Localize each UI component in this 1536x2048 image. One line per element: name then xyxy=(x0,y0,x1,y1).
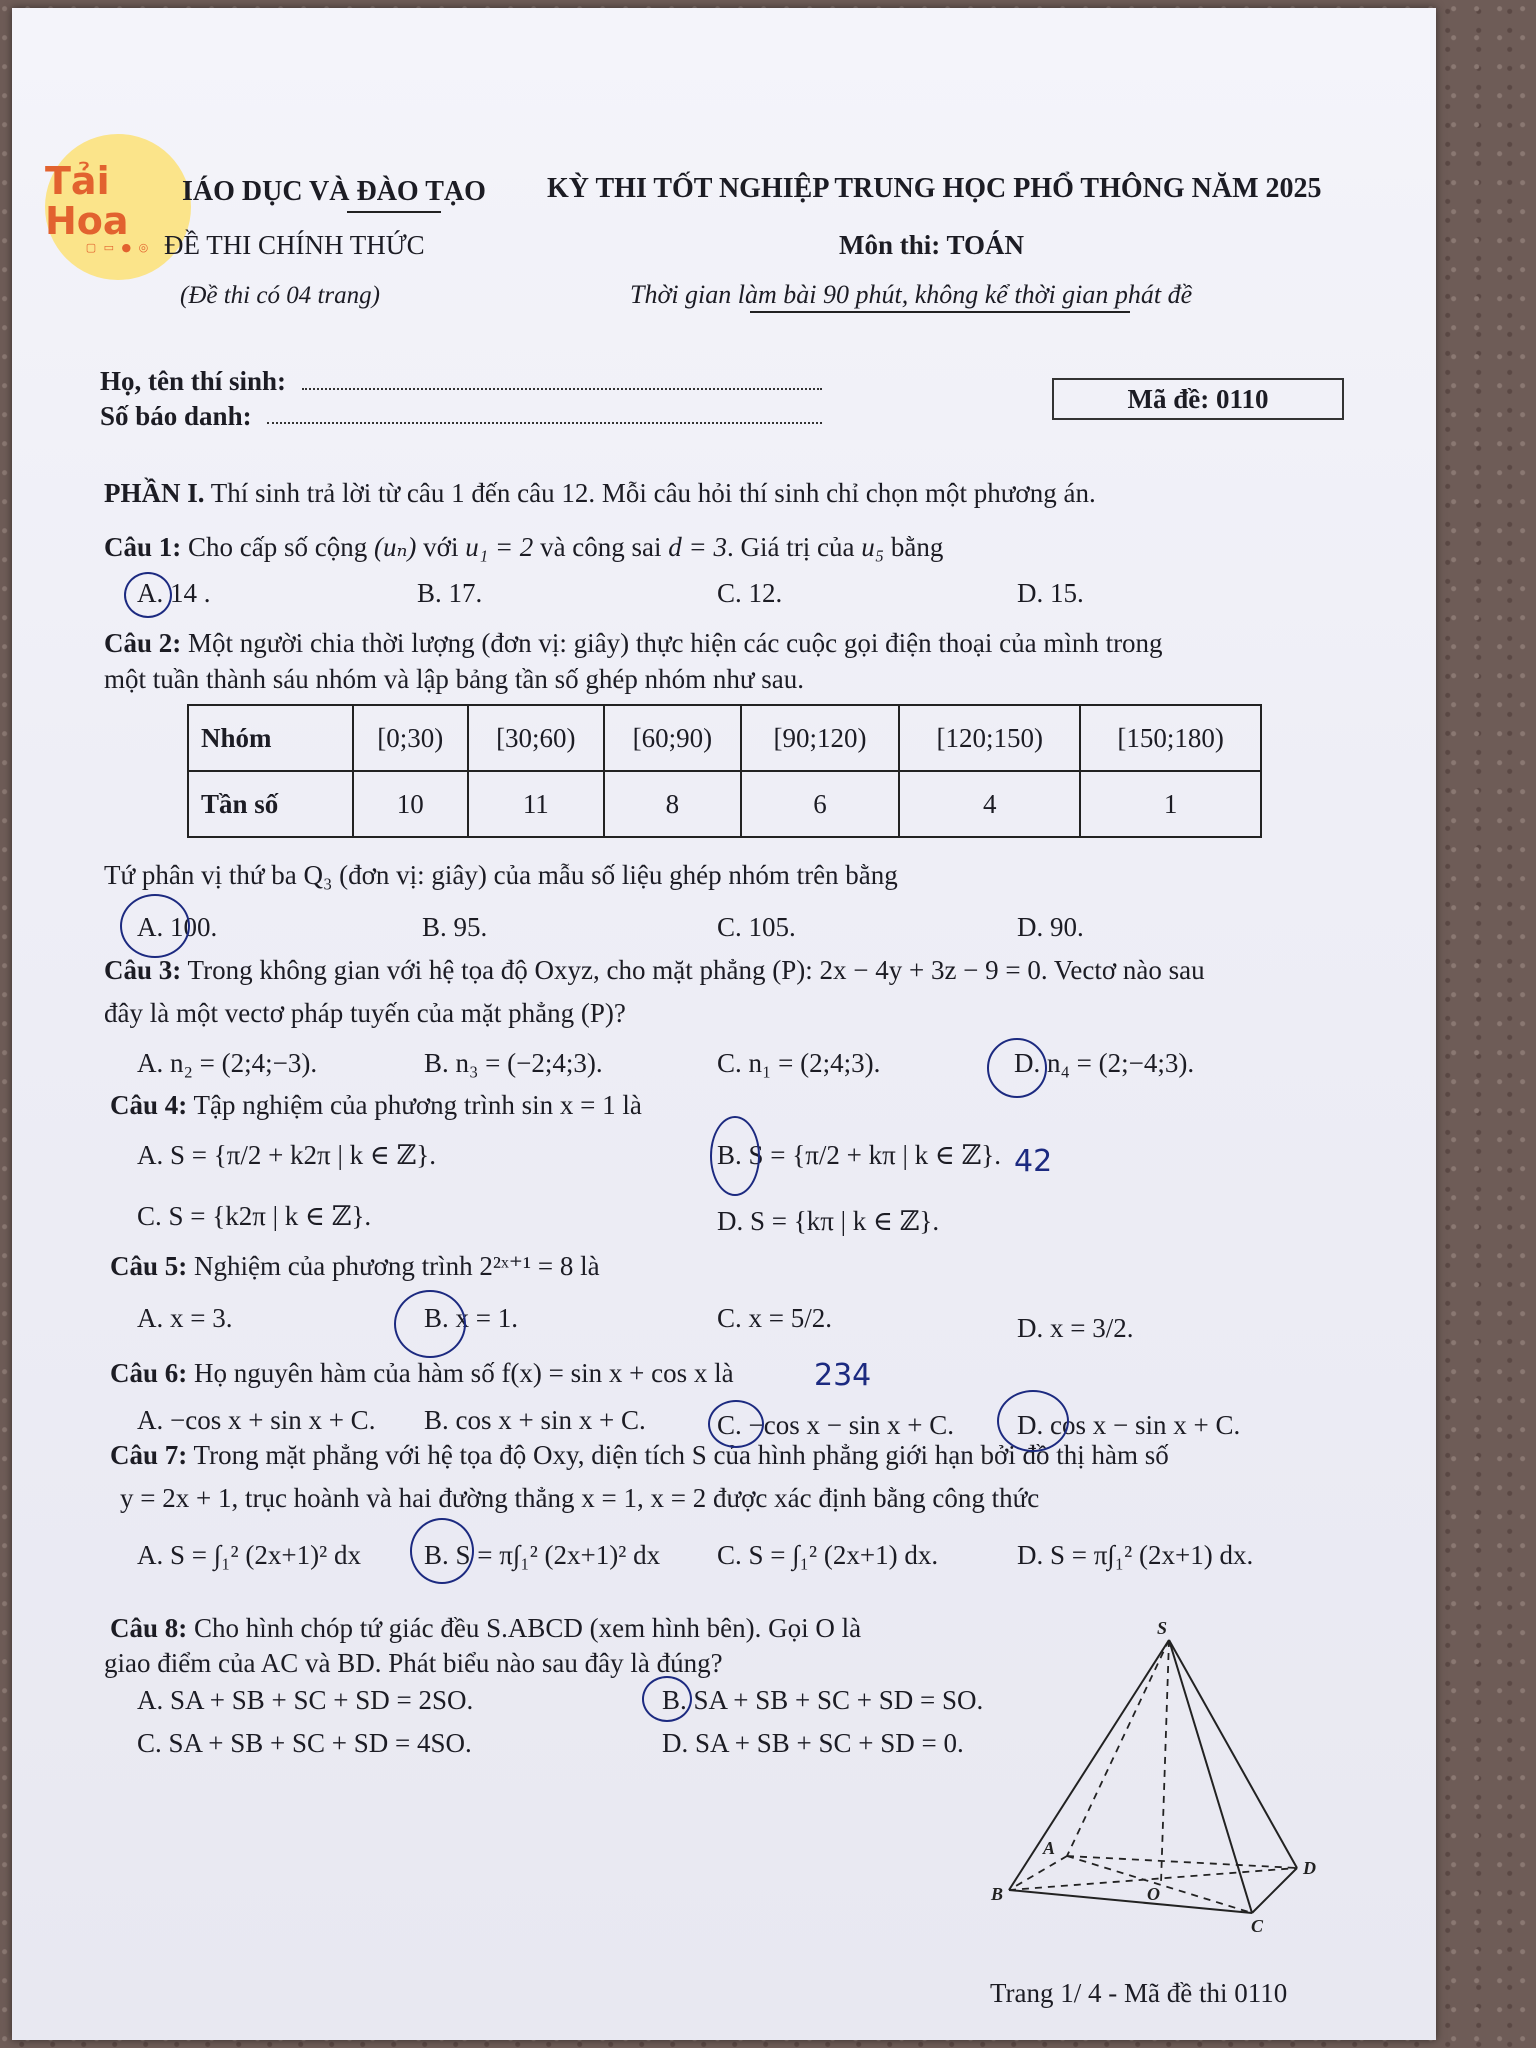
candidate-id-line[interactable] xyxy=(267,420,822,424)
mark-q2-a xyxy=(120,894,190,958)
edge-bc xyxy=(1009,1890,1252,1913)
duration-underline xyxy=(750,311,1130,313)
q7-option-b[interactable]: B. S = π∫₁² (2x+1)² dx xyxy=(424,1540,661,1570)
q8-option-c[interactable]: C. SA + SB + SC + SD = 4SO. xyxy=(137,1728,472,1758)
edge-ab xyxy=(1009,1856,1067,1890)
q6-label: Câu 6: xyxy=(110,1358,188,1388)
part1-heading xyxy=(104,478,1096,509)
q1-cond2: d = 3 xyxy=(668,532,728,562)
table-cell: 4 xyxy=(899,771,1080,837)
logo-text: Tải Hoa xyxy=(45,158,129,243)
table-cell: [90;120) xyxy=(741,705,900,771)
q3-text1: Trong không gian với hệ tọa độ Oxyz, cho mặt phẳng (P): 2x − 4y + 3z − 9 = 0. Vectơ nào sau xyxy=(187,955,1205,985)
part1-instruction: Thí sinh trả lời từ câu 1 đến câu 12. Mỗi câu hỏi thí sinh chỉ chọn một phương án. xyxy=(210,478,1096,508)
q4-label: Câu 4: xyxy=(110,1090,188,1120)
q1-target: u₅ xyxy=(861,532,885,562)
mark-q8-b xyxy=(642,1676,692,1722)
q4-stem xyxy=(110,1090,642,1121)
table-cell: 1 xyxy=(1080,771,1261,837)
pyramid-figure xyxy=(991,1618,1342,1938)
q7-text1: Trong mặt phẳng với hệ tọa độ Oxy, diện tích S của hình phẳng giới hạn bởi đồ thị hàm số xyxy=(193,1440,1169,1470)
part1-title: PHẦN I. xyxy=(104,478,205,508)
q8-line2: giao điểm của AC và BD. Phát biểu nào sau đây là đúng? xyxy=(104,1648,723,1678)
q3-option-c[interactable]: C. n₁ = (2;4;3). xyxy=(717,1048,881,1078)
q8-label: Câu 8: xyxy=(110,1613,188,1643)
mark-q6-c xyxy=(708,1400,764,1448)
vertex-o: O xyxy=(1147,1884,1160,1904)
table-row xyxy=(188,705,1261,771)
q6-stem xyxy=(110,1358,734,1389)
q2-option-c[interactable]: C. 105. xyxy=(717,912,796,942)
q2-text1: Một người chia thời lượng (đơn vị: giây) thực hiện các cuộc gọi điện thoại của mình trong xyxy=(188,628,1163,658)
q1-option-a[interactable]: A. 14 . xyxy=(137,578,211,608)
exam-page xyxy=(12,8,1436,2040)
exam-title: KỲ THI TỐT NGHIỆP TRUNG HỌC PHỔ THÔNG NĂM 2025 xyxy=(547,173,1322,204)
edge-sd xyxy=(1169,1640,1297,1868)
q3-label: Câu 3: xyxy=(104,955,182,985)
exam-code-box xyxy=(1052,378,1344,420)
q7-option-a[interactable]: A. S = ∫₁² (2x+1)² dx xyxy=(137,1540,361,1570)
table-cell: 10 xyxy=(353,771,468,837)
subject-label: Môn thi: TOÁN xyxy=(839,230,1025,260)
q2-question: Tứ phân vị thứ ba Q₃ (đơn vị: giây) của mẫu số liệu ghép nhóm trên bằng xyxy=(104,860,898,890)
q6-option-a[interactable]: A. −cos x + sin x + C. xyxy=(137,1405,376,1435)
q6-option-c[interactable]: C. −cos x − sin x + C. xyxy=(717,1410,954,1440)
q1-label: Câu 1: xyxy=(104,532,182,562)
q3-line1 xyxy=(104,955,1205,986)
q1-option-d[interactable]: D. 15. xyxy=(1017,578,1084,608)
q1-text-e: bằng xyxy=(890,532,944,562)
table-cell: [30;60) xyxy=(468,705,605,771)
q5-label: Câu 5: xyxy=(110,1251,188,1281)
mark-q5-b xyxy=(394,1290,466,1358)
edge-ad xyxy=(1067,1856,1297,1868)
candidate-name-label: Họ, tên thí sinh: xyxy=(100,366,287,396)
vertex-c: C xyxy=(1251,1916,1264,1936)
vertex-d: D xyxy=(1303,1858,1316,1878)
vertex-s: S xyxy=(1157,1618,1168,1638)
logo-icons: ▢ ▭ ● ◎ xyxy=(85,240,151,254)
q8-line1 xyxy=(110,1613,861,1644)
mark-q7-b xyxy=(410,1518,474,1584)
vertex-a: A xyxy=(1043,1838,1056,1858)
q2-line2: một tuần thành sáu nhóm và lập bảng tần số ghép nhóm như sau. xyxy=(104,664,805,694)
table-cell: 11 xyxy=(468,771,605,837)
q3-option-a[interactable]: A. n₂ = (2;4;−3). xyxy=(137,1048,318,1078)
table-row xyxy=(188,771,1261,837)
edge-sa xyxy=(1067,1640,1169,1856)
q7-line2: y = 2x + 1, trục hoành và hai đường thẳng x = 1, x = 2 được xác định bằng công thức xyxy=(120,1483,1040,1513)
q5-option-a[interactable]: A. x = 3. xyxy=(137,1303,233,1333)
q6-text: Họ nguyên hàm của hàm số f(x) = sin x + cos x là xyxy=(194,1358,734,1388)
q5-option-c[interactable]: C. x = 5/2. xyxy=(717,1303,832,1333)
official-label: ĐỀ THI CHÍNH THỨC xyxy=(164,230,425,260)
q4-text: Tập nghiệm của phương trình sin x = 1 là xyxy=(193,1090,642,1120)
frequency-table xyxy=(187,704,1262,838)
q7-option-d[interactable]: D. S = π∫₁² (2x+1) dx. xyxy=(1017,1540,1254,1570)
q2-label: Câu 2: xyxy=(104,628,182,658)
q1-text-d: . Giá trị của xyxy=(727,532,855,562)
q8-option-b[interactable]: B. SA + SB + SC + SD = SO. xyxy=(662,1685,984,1715)
header-underline xyxy=(347,211,441,213)
q4-option-b[interactable]: B. S = {π/2 + kπ | k ∈ ℤ}. xyxy=(717,1140,1002,1170)
q4-option-c[interactable]: C. S = {k2π | k ∈ ℤ}. xyxy=(137,1201,372,1231)
q7-option-c[interactable]: C. S = ∫₁² (2x+1) dx. xyxy=(717,1540,939,1570)
q1-option-b[interactable]: B. 17. xyxy=(417,578,483,608)
table-header-group: Nhóm xyxy=(188,705,353,771)
mark-q1-a xyxy=(124,572,172,618)
candidate-name-line[interactable] xyxy=(302,386,822,390)
table-cell: [150;180) xyxy=(1080,705,1261,771)
q5-stem xyxy=(110,1251,600,1282)
q4-option-d[interactable]: D. S = {kπ | k ∈ ℤ}. xyxy=(717,1206,940,1236)
q8-text1: Cho hình chóp tứ giác đều S.ABCD (xem hình bên). Gọi O là xyxy=(194,1613,862,1643)
edge-sb xyxy=(1009,1640,1169,1890)
ministry-name: IÁO DỤC VÀ ĐÀO TẠO xyxy=(182,176,486,207)
q3-line2: đây là một vectơ pháp tuyến của mặt phẳng (P)? xyxy=(104,998,626,1028)
q6-option-d[interactable]: D. cos x − sin x + C. xyxy=(1017,1410,1241,1440)
table-cell: [0;30) xyxy=(353,705,468,771)
exam-code-label: Mã đề: xyxy=(1127,383,1210,414)
handwritten-note-q4: 42 xyxy=(1014,1144,1053,1179)
page-footer: Trang 1/ 4 - Mã đề thi 0110 xyxy=(990,1978,1288,2008)
q1-text-a: Cho cấp số cộng xyxy=(188,532,368,562)
q3-option-d[interactable]: D. n₄ = (2;−4;3). xyxy=(1014,1048,1195,1078)
edge-cd xyxy=(1252,1868,1297,1913)
q5-text: Nghiệm của phương trình 2²ˣ⁺¹ = 8 là xyxy=(194,1251,600,1281)
q6-option-b[interactable]: B. cos x + sin x + C. xyxy=(424,1405,646,1435)
edge-sc xyxy=(1169,1640,1252,1913)
mark-q3-d xyxy=(987,1038,1047,1098)
q8-option-d[interactable]: D. SA + SB + SC + SD = 0. xyxy=(662,1728,964,1758)
handwritten-note-q6: 234 xyxy=(814,1358,872,1393)
q1-text-b: với xyxy=(423,532,459,562)
table-cell: [60;90) xyxy=(604,705,741,771)
mark-q6-d xyxy=(997,1390,1069,1452)
candidate-id-label: Số báo danh: xyxy=(100,401,252,431)
q1-option-c[interactable]: C. 12. xyxy=(717,578,783,608)
q2-option-b[interactable]: B. 95. xyxy=(422,912,488,942)
q2-option-d[interactable]: D. 90. xyxy=(1017,912,1084,942)
edge-so xyxy=(1161,1640,1169,1883)
q1-seq: (uₙ) xyxy=(373,532,417,562)
q7-label: Câu 7: xyxy=(110,1440,188,1470)
table-header-frequency: Tần số xyxy=(188,771,353,837)
q4-option-a[interactable]: A. S = {π/2 + k2π | k ∈ ℤ}. xyxy=(137,1140,437,1170)
table-cell: [120;150) xyxy=(899,705,1080,771)
q3-option-b[interactable]: B. n₃ = (−2;4;3). xyxy=(424,1048,603,1078)
q1-stem xyxy=(104,532,943,563)
table-cell: 6 xyxy=(741,771,900,837)
q2-line1 xyxy=(104,628,1163,659)
q2-option-a[interactable]: A. 100. xyxy=(137,912,218,942)
exam-code-value: 0110 xyxy=(1215,383,1269,414)
q8-option-a[interactable]: A. SA + SB + SC + SD = 2SO. xyxy=(137,1685,474,1715)
q1-text-c: và công sai xyxy=(540,532,662,562)
exam-duration: Thời gian làm bài 90 phút, không kể thời gian phát đề xyxy=(630,280,1193,309)
table-cell: 8 xyxy=(604,771,741,837)
page-count: (Đề thi có 04 trang) xyxy=(180,282,380,309)
mark-q4-b xyxy=(710,1116,760,1196)
q1-cond1: u₁ = 2 xyxy=(465,532,534,562)
q5-option-d[interactable]: D. x = 3/2. xyxy=(1017,1313,1134,1343)
vertex-b: B xyxy=(991,1884,1004,1904)
q5-option-b[interactable]: B. x = 1. xyxy=(424,1303,518,1333)
